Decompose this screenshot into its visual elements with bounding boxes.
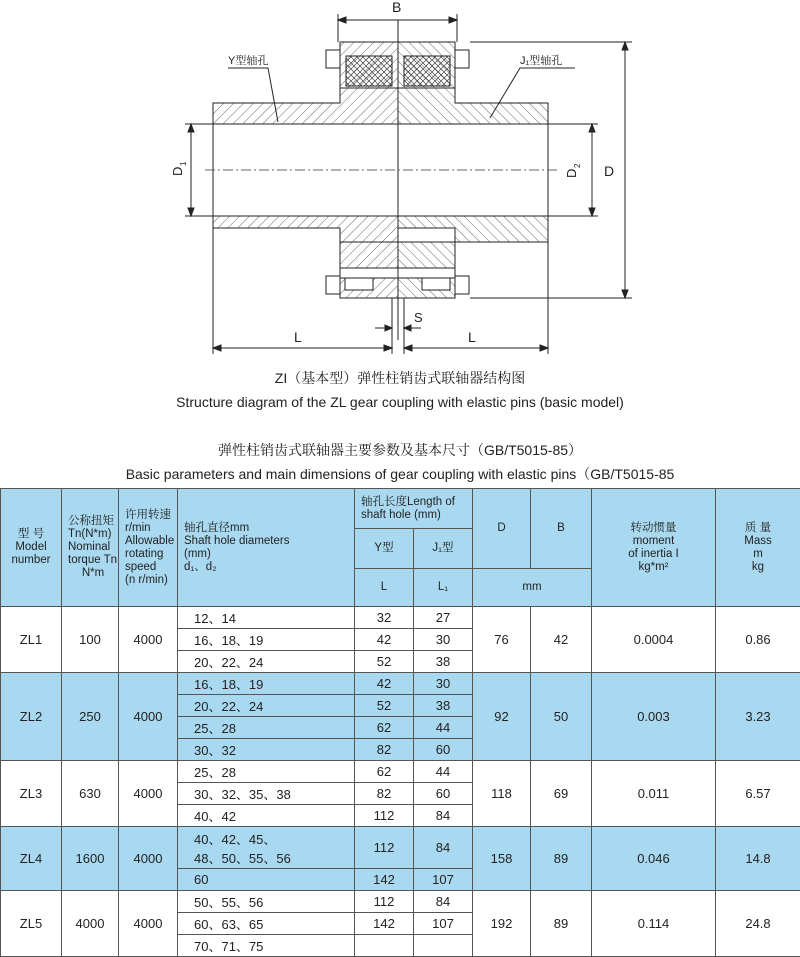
cell-inertia: 0.0004 [592,607,716,673]
cell-diameters: 20、22、24 [178,695,355,717]
cell-L: 62 [355,717,414,739]
cell-mass: 6.57 [716,761,800,827]
cell-L: 42 [355,673,414,695]
cell-L1: 84 [414,891,473,913]
cell-B: 89 [531,891,592,957]
cell-L: 32 [355,607,414,629]
cell-L1: 84 [414,827,473,869]
cell-L1: 60 [414,783,473,805]
cell-L1: 38 [414,651,473,673]
header-D: D [473,489,531,569]
cell-speed: 4000 [119,607,178,673]
cell-mass: 14.8 [716,827,800,891]
cell-L1: 44 [414,717,473,739]
cell-inertia: 0.011 [592,761,716,827]
cell-L1: 38 [414,695,473,717]
cell-model: ZL3 [1,761,62,827]
cell-D: 118 [473,761,531,827]
cell-D: 158 [473,827,531,891]
cell-model: ZL5 [1,891,62,957]
table-title-cn: 弹性柱销齿式联轴器主要参数及基本尺寸（GB/T5015-85） [0,440,800,460]
cell-torque: 100 [62,607,119,673]
label-y-type-bore: Y型轴孔 [228,53,268,67]
cell-B: 42 [531,607,592,673]
cell-L1: 27 [414,607,473,629]
cell-B: 89 [531,827,592,891]
cell-L: 52 [355,695,414,717]
cell-mass: 0.86 [716,607,800,673]
cell-diameters: 40、42、45、 48、50、55、56 [178,827,355,869]
cell-diameters: 16、18、19 [178,673,355,695]
table-row [1,891,800,913]
cell-inertia: 0.046 [592,827,716,891]
cell-D: 76 [473,607,531,673]
header-mm: mm [473,569,592,607]
dim-L-left-label: L [294,329,302,345]
cell-diameters: 50、55、56 [178,891,355,913]
cell-L1 [414,935,473,957]
dim-D2-label: D [564,169,579,178]
cell-torque: 4000 [62,891,119,957]
cell-L: 112 [355,891,414,913]
header-diameters: 轴孔直径mm Shaft hole diameters (mm) d₁、d₂ [178,489,355,607]
header-shaft-length: 轴孔长度Length of shaft hole (mm) [355,489,473,529]
cell-L1: 30 [414,629,473,651]
cell-D: 92 [473,673,531,761]
cell-torque: 1600 [62,827,119,891]
dim-B-label: B [392,0,401,15]
cell-diameters: 60、63、65 [178,913,355,935]
header-mass: 质 量 Mass m kg [716,489,800,607]
cell-speed: 4000 [119,827,178,891]
dim-L-right-label: L [468,329,476,345]
cell-L: 82 [355,783,414,805]
parameters-table [0,488,800,957]
cell-L1: 60 [414,739,473,761]
cell-L1: 107 [414,869,473,891]
table-row [1,827,800,869]
cell-L: 142 [355,913,414,935]
table-row [1,607,800,629]
cell-L: 142 [355,869,414,891]
header-L1: L₁ [414,569,473,607]
cell-L1: 30 [414,673,473,695]
cell-diameters: 16、18、19 [178,629,355,651]
label-j1-type-bore: J₁型轴孔 [520,53,562,67]
cell-diameters: 12、14 [178,607,355,629]
table-row [1,761,800,783]
cell-L1: 107 [414,913,473,935]
cell-model: ZL1 [1,607,62,673]
cell-D: 192 [473,891,531,957]
dim-D-label: D [604,163,614,179]
header-L: L [355,569,414,607]
cell-L: 82 [355,739,414,761]
cell-L1: 44 [414,761,473,783]
header-y-type: Y型 [355,529,414,569]
cell-speed: 4000 [119,673,178,761]
cell-inertia: 0.003 [592,673,716,761]
cell-L: 42 [355,629,414,651]
coupling-structure-diagram [0,0,800,360]
cell-diameters: 20、22、24 [178,651,355,673]
diagram-caption-en: Structure diagram of the ZL gear coupling with elastic pins (basic model) [0,394,800,410]
header-torque: 公称扭矩 Tn(N*m) Nominal torque Tn N*m [62,489,119,607]
cell-L: 112 [355,827,414,869]
cell-torque: 250 [62,673,119,761]
dim-S-label: S [414,310,423,325]
cell-B: 69 [531,761,592,827]
cell-model: ZL2 [1,673,62,761]
diagram-caption-cn: ZI（基本型）弹性柱销齿式联轴器结构图 [0,368,800,388]
dim-D1-label: D [170,167,185,176]
cell-L1: 84 [414,805,473,827]
cell-inertia: 0.114 [592,891,716,957]
table-row [1,673,800,695]
cell-speed: 4000 [119,761,178,827]
header-inertia: 转动惯量 moment of inertia I kg*m² [592,489,716,607]
header-speed: 许用转速 r/min Allowable rotating speed (n r/min) [119,489,178,607]
cell-L: 62 [355,761,414,783]
cell-diameters: 40、42 [178,805,355,827]
cell-L: 112 [355,805,414,827]
cell-diameters: 70、71、75 [178,935,355,957]
cell-speed: 4000 [119,891,178,957]
cell-diameters: 60 [178,869,355,891]
header-model: 型 号 Model number [1,489,62,607]
cell-L: 52 [355,651,414,673]
dim-D1-sub: 1 [179,161,188,166]
cell-diameters: 25、28 [178,761,355,783]
cell-mass: 24.8 [716,891,800,957]
table-title-en: Basic parameters and main dimensions of gear coupling with elastic pins（GB/T5015-85 [0,464,800,484]
header-j1-type: J₁型 [414,529,473,569]
cell-diameters: 25、28 [178,717,355,739]
cell-L [355,935,414,957]
dim-D2-sub: 2 [573,163,582,168]
cell-torque: 630 [62,761,119,827]
header-B: B [531,489,592,569]
cell-mass: 3.23 [716,673,800,761]
cell-diameters: 30、32、35、38 [178,783,355,805]
cell-diameters: 30、32 [178,739,355,761]
cell-model: ZL4 [1,827,62,891]
cell-B: 50 [531,673,592,761]
